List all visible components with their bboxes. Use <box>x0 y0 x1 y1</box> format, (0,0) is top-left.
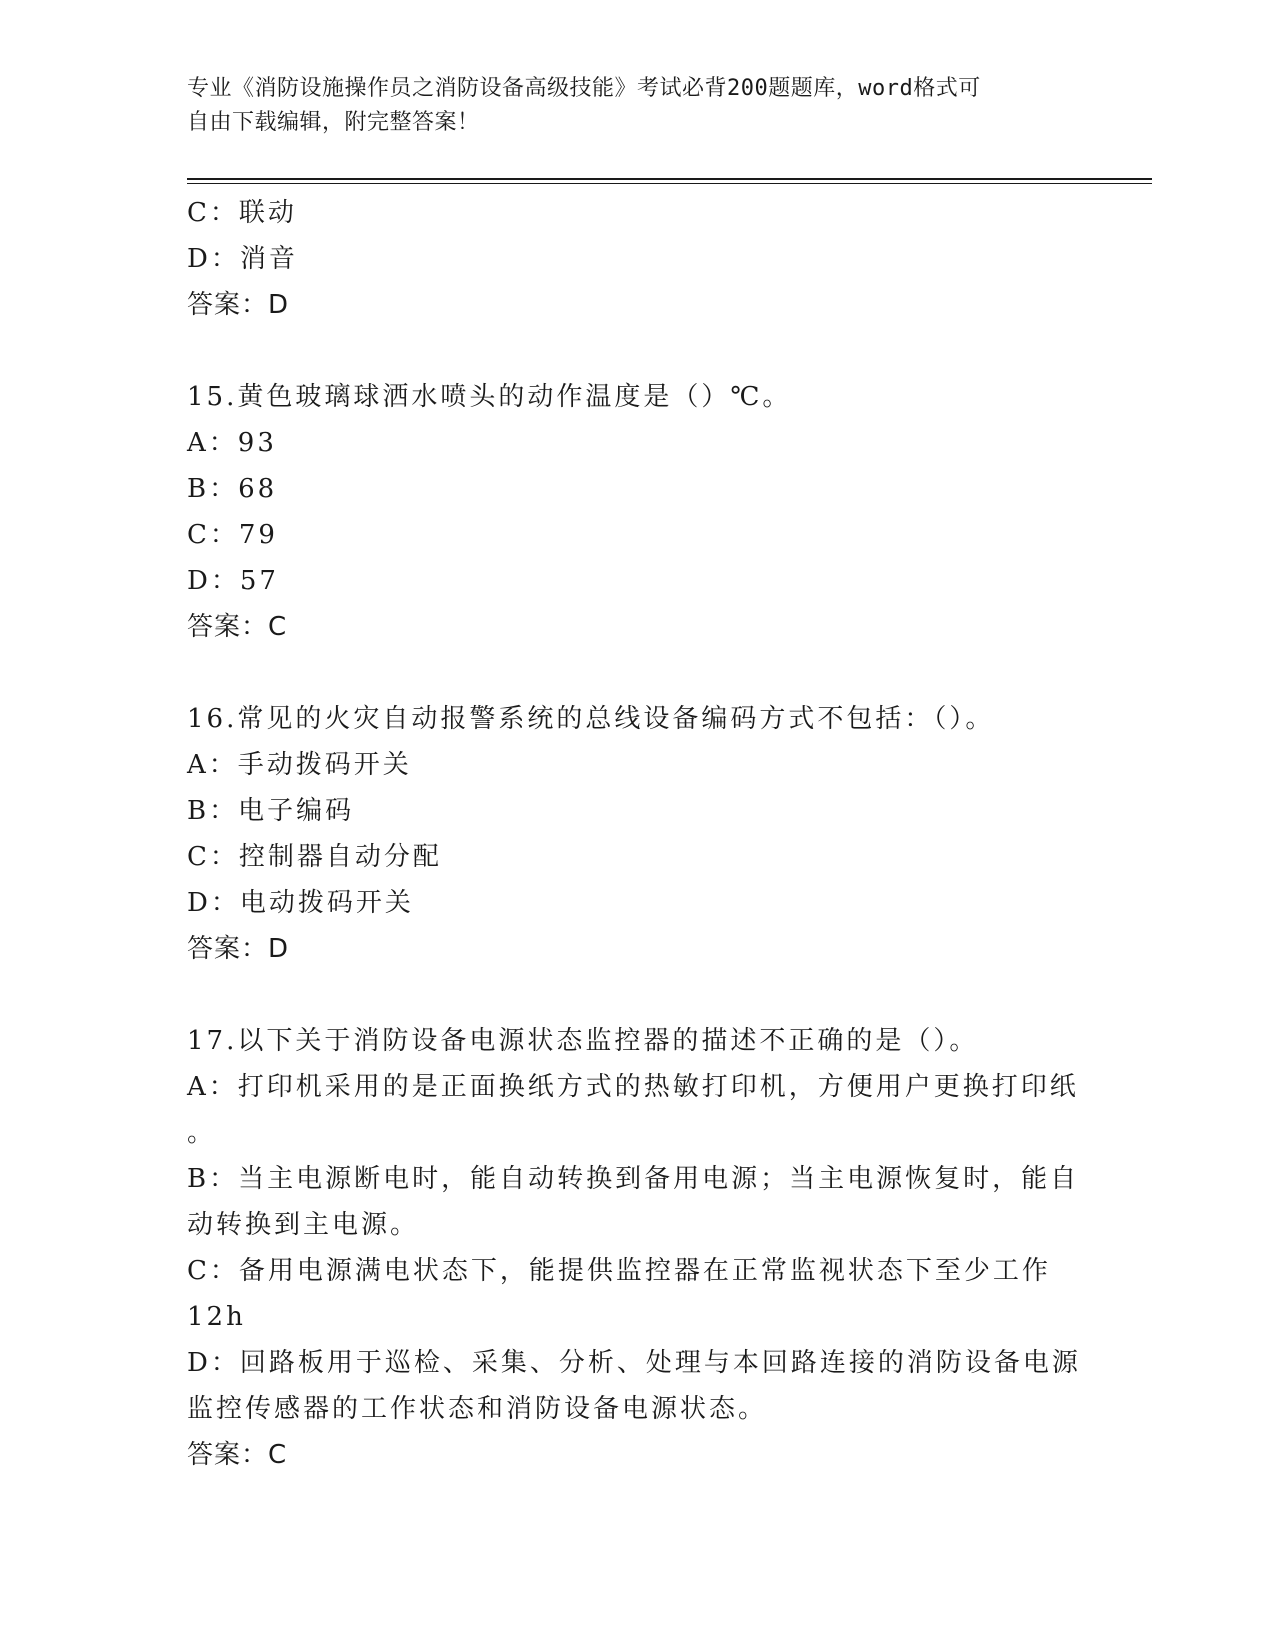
option-a: A：93 <box>187 428 277 458</box>
question-list <box>187 190 1087 1478</box>
option-b-line-2: 动转换到主电源。 <box>187 1210 420 1240</box>
header-divider-thin <box>187 183 1152 184</box>
option-d-line-1: D：回路板用于巡检、采集、分析、处理与本回路连接的消防设备电源 <box>187 1348 1081 1378</box>
option-d: D：电动拨码开关 <box>187 888 414 918</box>
option-c-line-1: C：备用电源满电状态下，能提供监控器在正常监视状态下至少工作 <box>187 1256 1051 1286</box>
option-d: D：消音 <box>187 244 298 274</box>
question-title: 17.以下关于消防设备电源状态监控器的描述不正确的是（）。 <box>187 1026 979 1056</box>
option-a-line-2: 。 <box>187 1118 217 1148</box>
option-c: C：控制器自动分配 <box>187 842 442 872</box>
header-divider-thick <box>187 178 1152 180</box>
document-header <box>187 72 1087 140</box>
answer-line: 答案：D <box>187 290 290 320</box>
option-b: B：68 <box>187 474 278 504</box>
option-a-line-1: A：打印机采用的是正面换纸方式的热敏打印机，方便用户更换打印纸 <box>187 1072 1079 1102</box>
option-c: C：79 <box>187 520 278 550</box>
question-14-tail <box>187 190 1087 328</box>
question-17 <box>187 1018 1087 1478</box>
option-b-line-1: B：当主电源断电时，能自动转换到备用电源；当主电源恢复时，能自 <box>187 1164 1080 1194</box>
option-b: B：电子编码 <box>187 796 355 826</box>
question-16 <box>187 696 1087 972</box>
answer-line: 答案：C <box>187 612 288 642</box>
answer-line: 答案：C <box>187 1440 288 1470</box>
option-d-line-2: 监控传感器的工作状态和消防设备电源状态。 <box>187 1394 768 1424</box>
option-c-line-2: 12h <box>187 1302 246 1332</box>
question-title: 16.常见的火灾自动报警系统的总线设备编码方式不包括：（）。 <box>187 704 995 734</box>
question-title: 15.黄色玻璃球洒水喷头的动作温度是（）℃。 <box>187 382 792 412</box>
header-line-1: 专业《消防设施操作员之消防设备高级技能》考试必背200题题库，word格式可 <box>187 76 981 101</box>
option-d: D：57 <box>187 566 279 596</box>
header-line-2: 自由下载编辑，附完整答案！ <box>187 110 480 135</box>
option-c: C：联动 <box>187 198 297 228</box>
question-15 <box>187 374 1087 650</box>
answer-line: 答案：D <box>187 934 290 964</box>
option-a: A：手动拨码开关 <box>187 750 412 780</box>
